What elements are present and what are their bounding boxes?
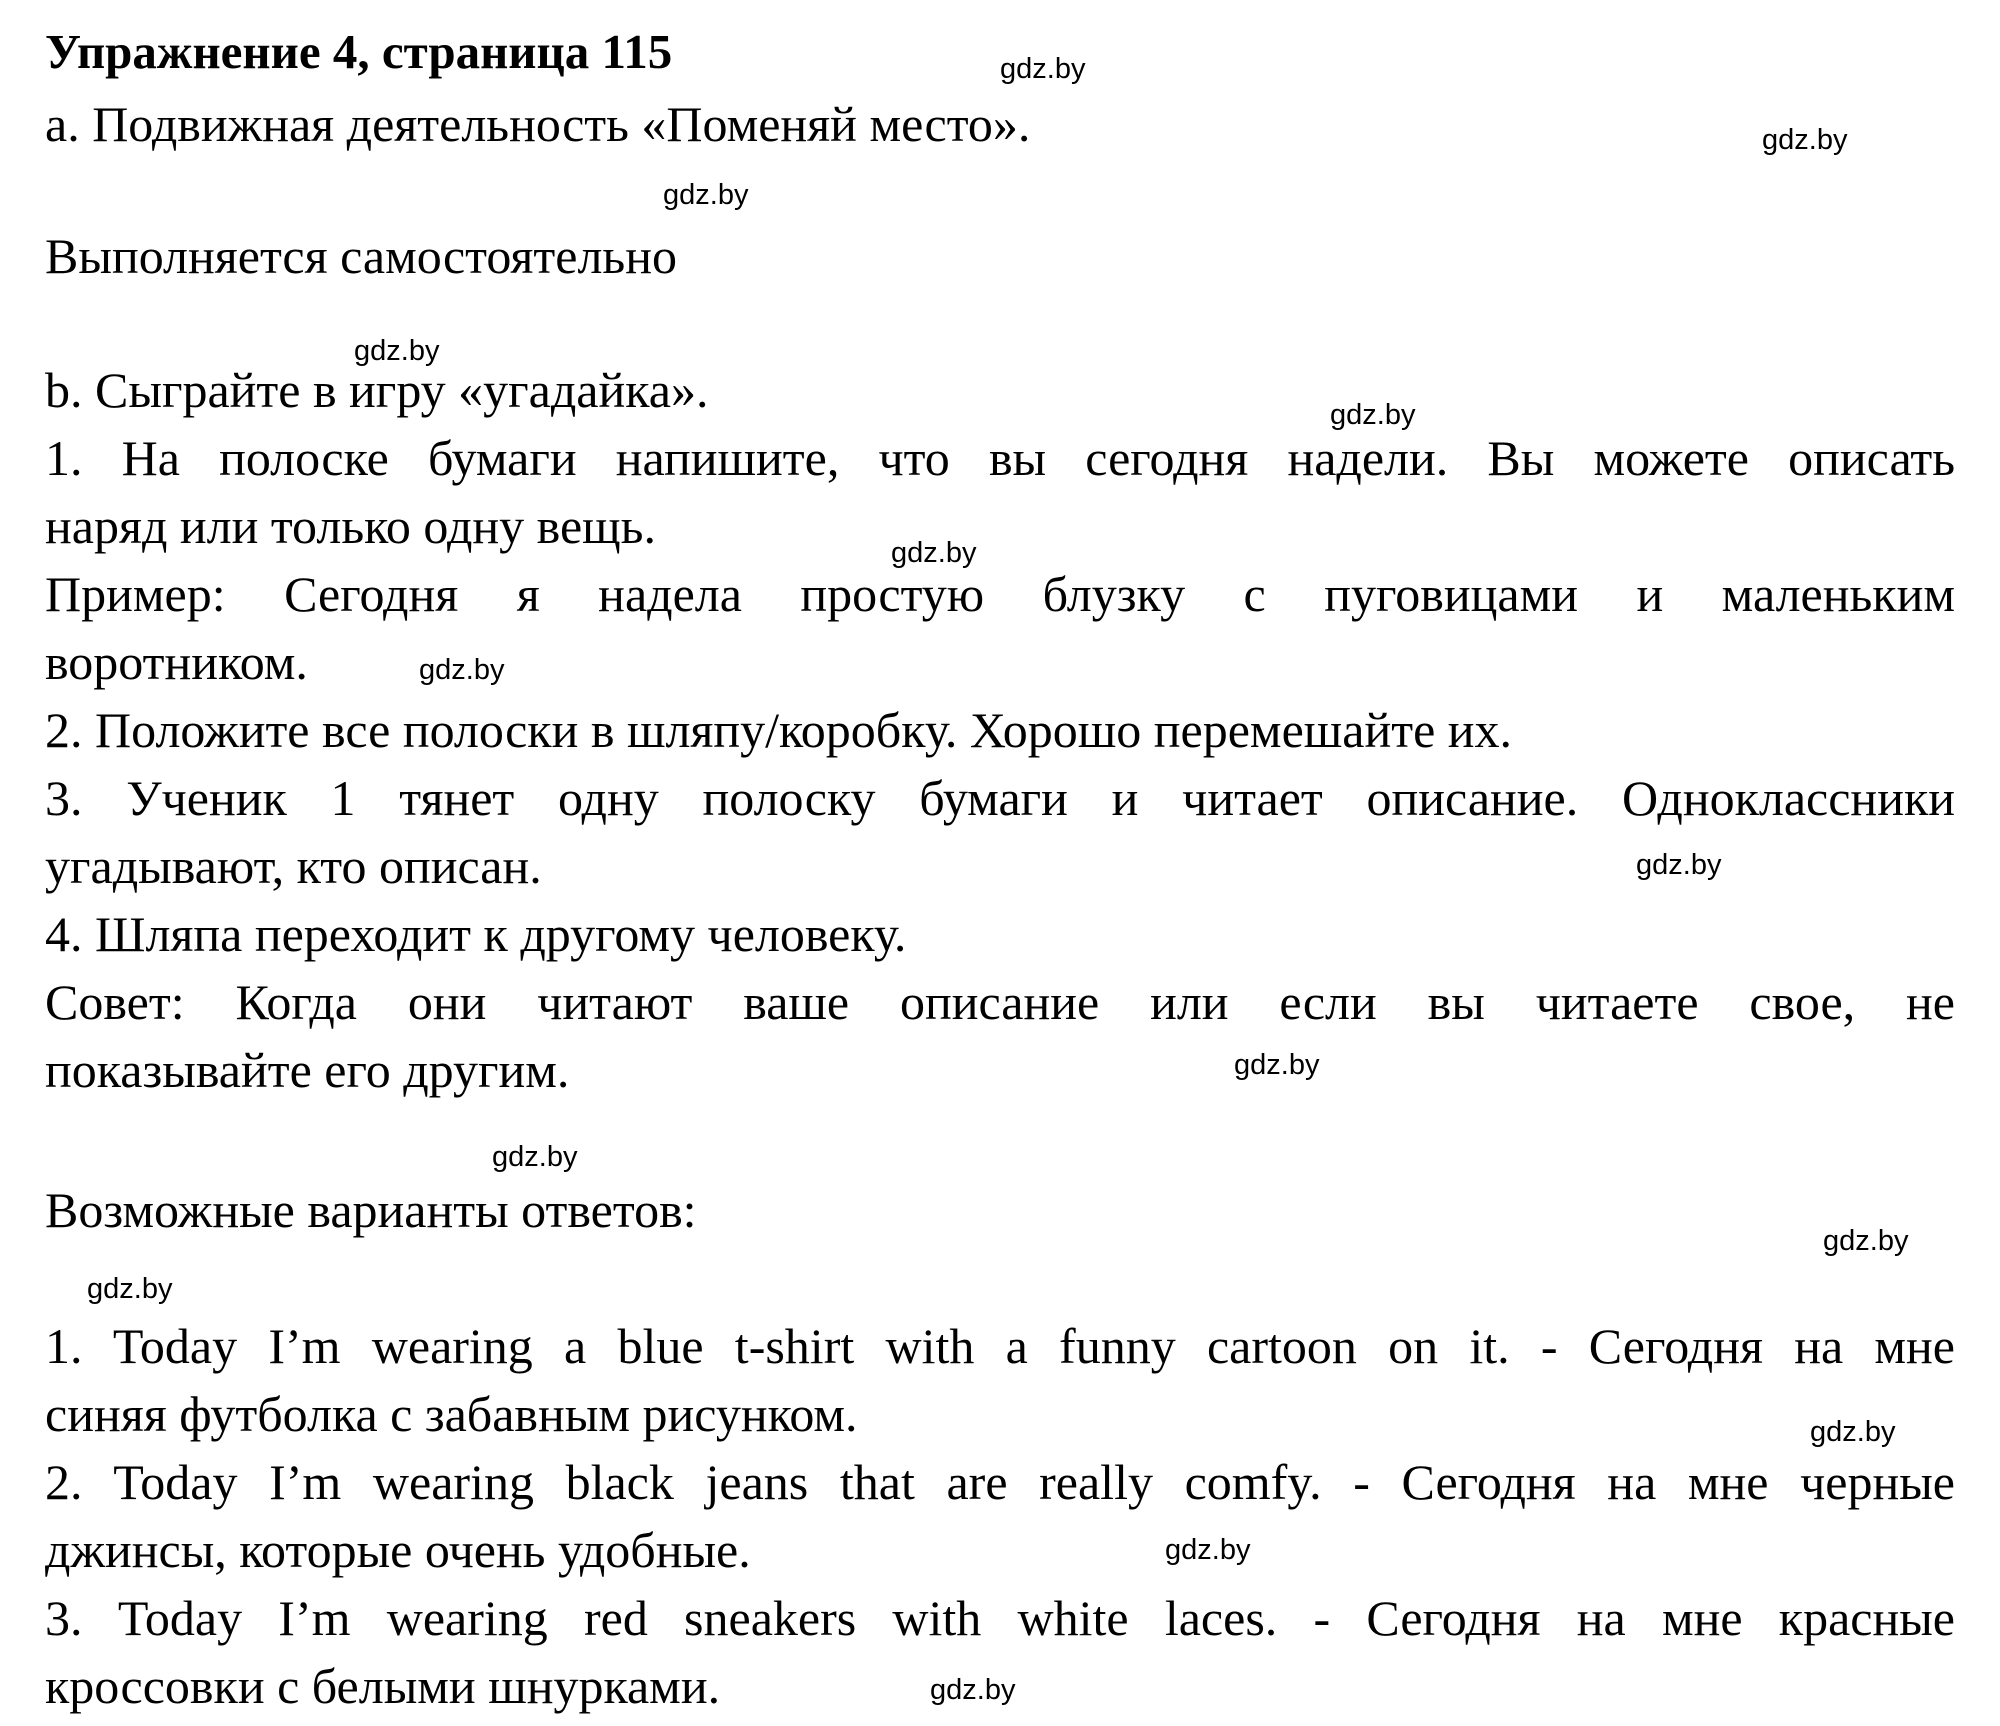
watermark: gdz.by bbox=[1330, 399, 1416, 431]
watermark: gdz.by bbox=[930, 1674, 1016, 1706]
example-line-2: воротником. bbox=[45, 634, 308, 690]
watermark: gdz.by bbox=[1823, 1225, 1909, 1257]
page-title: Упражнение 4, страница 115 bbox=[45, 24, 673, 79]
step-3-line-2: угадывают, кто описан. bbox=[45, 838, 542, 894]
answer-3-line-1: 3. Today I’m wearing red sneakers with white laces. - Сегодня на мне красные bbox=[45, 1590, 1955, 1646]
task-a: a. Подвижная деятельность «Поменяй место». bbox=[45, 96, 1031, 152]
watermark: gdz.by bbox=[663, 179, 749, 211]
tip-line-1: Совет: Когда они читают ваше описание или если вы читаете свое, не bbox=[45, 974, 1955, 1030]
watermark: gdz.by bbox=[1762, 124, 1848, 156]
watermark: gdz.by bbox=[1810, 1416, 1896, 1448]
watermark: gdz.by bbox=[87, 1273, 173, 1305]
watermark: gdz.by bbox=[419, 654, 505, 686]
watermark: gdz.by bbox=[1234, 1049, 1320, 1081]
answer-3-line-2: кроссовки с белыми шнурками. bbox=[45, 1658, 721, 1714]
step-2: 2. Положите все полоски в шляпу/коробку. Хорошо перемешайте их. bbox=[45, 702, 1513, 758]
watermark: gdz.by bbox=[354, 335, 440, 367]
example-line-1: Пример: Сегодня я надела простую блузку с пуговицами и маленьким bbox=[45, 566, 1955, 622]
self-done-note: Выполняется самостоятельно bbox=[45, 228, 677, 284]
answer-1-line-2: синяя футболка с забавным рисунком. bbox=[45, 1386, 858, 1442]
answer-1-line-1: 1. Today I’m wearing a blue t-shirt with a funny cartoon on it. - Сегодня на мне bbox=[45, 1318, 1955, 1374]
watermark: gdz.by bbox=[891, 537, 977, 569]
watermark: gdz.by bbox=[1165, 1534, 1251, 1566]
task-b: b. Сыграйте в игру «угадайка». bbox=[45, 362, 709, 418]
step-4: 4. Шляпа переходит к другому человеку. bbox=[45, 906, 907, 962]
step-1-line-2: наряд или только одну вещь. bbox=[45, 498, 656, 554]
tip-line-2: показывайте его другим. bbox=[45, 1042, 570, 1098]
watermark: gdz.by bbox=[1636, 849, 1722, 881]
answer-2-line-1: 2. Today I’m wearing black jeans that are really comfy. - Сегодня на мне черные bbox=[45, 1454, 1955, 1510]
watermark: gdz.by bbox=[1000, 53, 1086, 85]
answer-2-line-2: джинсы, которые очень удобные. bbox=[45, 1522, 751, 1578]
step-1-line-1: 1. На полоске бумаги напишите, что вы сегодня надели. Вы можете описать bbox=[45, 430, 1955, 486]
watermark: gdz.by bbox=[492, 1141, 578, 1173]
step-3-line-1: 3. Ученик 1 тянет одну полоску бумаги и читает описание. Одноклассники bbox=[45, 770, 1955, 826]
answers-heading: Возможные варианты ответов: bbox=[45, 1182, 697, 1238]
